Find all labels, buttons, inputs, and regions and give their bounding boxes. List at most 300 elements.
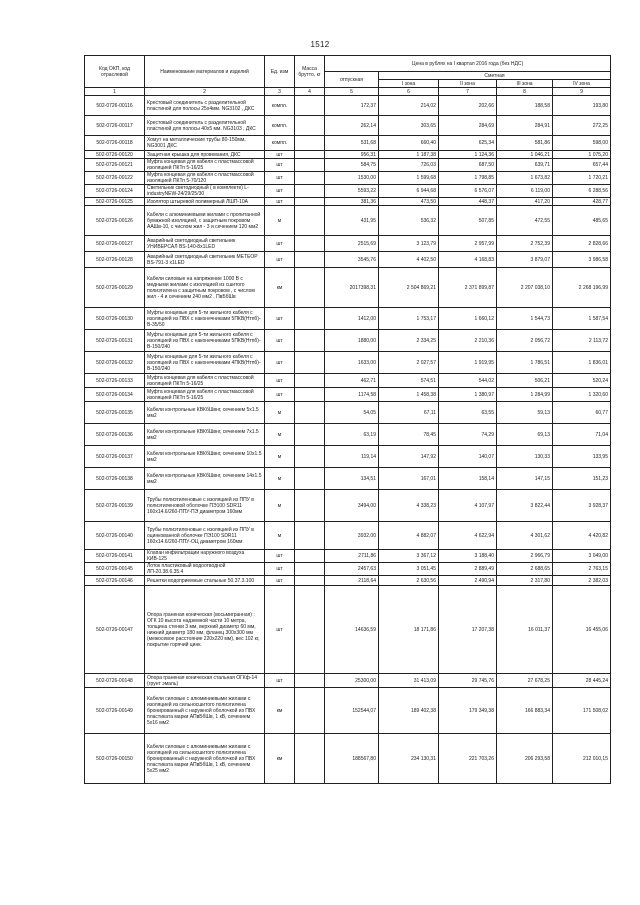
row-price-zone-3: 147,15 (497, 468, 553, 490)
row-unit: компл. (265, 96, 295, 116)
row-mass (295, 402, 325, 424)
row-price-release: 119,14 (325, 446, 379, 468)
row-price-zone-4: 1 720,21 (553, 172, 611, 185)
row-name: Кабели силовые с алюминиевыми жилами с изоляцией из сильносшитого полиэтилена бронированный с наружной оболочкой из ПВХ пластиката марки АПвБбШв, 1 кВ, сечением 5х25 мм2 (145, 734, 265, 784)
row-code: 502-0726-00138 (85, 468, 145, 490)
row-price-zone-2: 625,34 (439, 136, 497, 151)
row-name: Кабели силовые на напряжение 1000 В с медными жилами с изоляцией из сшитого полиэтилена с защитным покровом , с числом жил - 4 и сечением 240 мм2 . ПвБбШв (145, 268, 265, 308)
row-price-zone-3: 2 207 038,10 (497, 268, 553, 308)
row-mass (295, 522, 325, 550)
row-mass (295, 490, 325, 522)
row-unit: шт (265, 236, 295, 252)
row-price-zone-1: 473,50 (379, 198, 439, 206)
row-unit: м (265, 522, 295, 550)
row-price-zone-1: 3 367,12 (379, 550, 439, 563)
row-price-zone-2: 2 371 899,87 (439, 268, 497, 308)
table-body (85, 96, 611, 784)
row-name: Лоток пластиковый водоотводной ЛП-20.38.6.35.4 (145, 563, 265, 576)
row-name: Кабели контрольные КВКбШвнг, сечением 5x1.5 мм2 (145, 402, 265, 424)
table-row (85, 576, 611, 586)
row-unit: шт (265, 352, 295, 374)
row-price-zone-4: 428,77 (553, 198, 611, 206)
row-price-release: 462,71 (325, 374, 379, 388)
column-number: 5 (325, 88, 379, 96)
row-price-release: 54,05 (325, 402, 379, 424)
row-mass (295, 388, 325, 402)
row-code: 502-0726-00136 (85, 424, 145, 446)
row-price-release: 381,36 (325, 198, 379, 206)
table-row (85, 172, 611, 185)
row-price-zone-1: 660,40 (379, 136, 439, 151)
row-price-zone-3: 2 688,65 (497, 563, 553, 576)
table-row (85, 674, 611, 688)
row-price-zone-1: 67,11 (379, 402, 439, 424)
table-row (85, 402, 611, 424)
row-price-zone-3: 3 879,07 (497, 252, 553, 268)
row-price-zone-1: 3 051,45 (379, 563, 439, 576)
row-price-zone-1: 1 187,38 (379, 151, 439, 159)
row-name: Муфты концевые для 5-ти жильного кабеля с изоляцией из ПВХ с наконечниками 4ПКВ(Нтпб)-В-150/240 (145, 352, 265, 374)
row-price-zone-2: 4 107,97 (439, 490, 497, 522)
row-code: 502-0726-00141 (85, 550, 145, 563)
table-row (85, 490, 611, 522)
row-name: Трубы полиэтиленовые с изоляцией из ППУ в оцинкованной оболочке ПЭ100 SDR11 160x14.6/260-ППУ-ОЦ диаметром 160мм (145, 522, 265, 550)
row-price-zone-2: 2 210,36 (439, 330, 497, 352)
row-mass (295, 151, 325, 159)
row-code: 502-0726-00149 (85, 688, 145, 734)
header-estimate-price: Сметная (379, 72, 611, 80)
row-price-zone-1: 147,92 (379, 446, 439, 468)
row-price-zone-4: 2 828,66 (553, 236, 611, 252)
row-code: 502-0726-00126 (85, 206, 145, 236)
row-price-zone-4: 171 508,02 (553, 688, 611, 734)
row-price-zone-1: 1 753,17 (379, 308, 439, 330)
row-code: 502-0726-00128 (85, 252, 145, 268)
row-price-zone-2: 2 889,49 (439, 563, 497, 576)
table-row (85, 308, 611, 330)
row-price-zone-3: 4 301,62 (497, 522, 553, 550)
row-price-zone-4: 60,77 (553, 402, 611, 424)
row-price-zone-1: 303,65 (379, 116, 439, 136)
table-row (85, 522, 611, 550)
row-price-release: 1412,00 (325, 308, 379, 330)
row-price-release: 3545,76 (325, 252, 379, 268)
row-name: Крестовый соединитель с разделительной пластиной для полосы 25х4мм. NG3102 , ДКС (145, 96, 265, 116)
row-mass (295, 688, 325, 734)
row-price-zone-4: 1 587,54 (553, 308, 611, 330)
row-price-zone-4: 598,00 (553, 136, 611, 151)
row-mass (295, 268, 325, 308)
row-name: Аварийный светодиодный светильник УНИВЕРСАЛ BS-140-8x1LED (145, 236, 265, 252)
row-price-zone-1: 2 504 869,21 (379, 268, 439, 308)
row-code: 502-0726-00140 (85, 522, 145, 550)
row-price-zone-3: 69,13 (497, 424, 553, 446)
row-code: 502-0726-00139 (85, 490, 145, 522)
row-name: Решетки водоприемные стальные 50.37.3.100 (145, 576, 265, 586)
row-price-zone-2: 202,66 (439, 96, 497, 116)
row-name: Аварийный светодиодный светильник МЕТЕОР BS-791-3 x1LED (145, 252, 265, 268)
row-mass (295, 586, 325, 674)
table-row (85, 268, 611, 308)
row-name: Кабели с алюминиевыми жилами с пропитанной бумажной изоляцией, с защитным покровом ААШв-10, с числом жил - 3 и сечением 120 мм2 (145, 206, 265, 236)
row-name: Кабели контрольные КВКбШвнг, сечением 10x1.5 мм2 (145, 446, 265, 468)
row-mass (295, 159, 325, 172)
row-price-zone-2: 221 703,26 (439, 734, 497, 784)
row-price-zone-2: 1 660,12 (439, 308, 497, 330)
table-row (85, 586, 611, 674)
row-price-zone-3: 2 966,79 (497, 550, 553, 563)
column-number: 9 (553, 88, 611, 96)
header-release-price: отпускная (325, 72, 379, 88)
row-unit: м (265, 490, 295, 522)
row-unit: шт (265, 374, 295, 388)
row-unit: м (265, 468, 295, 490)
row-unit: шт (265, 586, 295, 674)
table-row (85, 96, 611, 116)
row-price-zone-3: 284,91 (497, 116, 553, 136)
row-price-zone-2: 4 622,94 (439, 522, 497, 550)
row-unit: шт (265, 563, 295, 576)
row-unit: км (265, 734, 295, 784)
row-price-zone-3: 16 011,37 (497, 586, 553, 674)
row-price-zone-1: 2 630,56 (379, 576, 439, 586)
row-price-zone-4: 272,25 (553, 116, 611, 136)
row-code: 502-0726-00148 (85, 674, 145, 688)
header-unit: Ед. изм (265, 56, 295, 88)
row-unit: шт (265, 674, 295, 688)
row-price-zone-3: 188,58 (497, 96, 553, 116)
row-mass (295, 206, 325, 236)
row-mass (295, 252, 325, 268)
row-name: Муфта концевая для кабеля с пластмассовой изоляцией ПКТп 5-16/25 (145, 159, 265, 172)
row-unit: м (265, 424, 295, 446)
row-name: Защитная крышка для провевания, ДКС (145, 151, 265, 159)
row-mass (295, 236, 325, 252)
column-number: 6 (379, 88, 439, 96)
row-price-zone-2: 687,50 (439, 159, 497, 172)
header-zone-4: IV зона (553, 80, 611, 88)
row-price-zone-4: 151,23 (553, 468, 611, 490)
header-mass: Масса брутто, кг (295, 56, 325, 88)
row-price-zone-4: 2 382,03 (553, 576, 611, 586)
table-row (85, 388, 611, 402)
row-code: 502-0726-00147 (85, 586, 145, 674)
row-price-release: 63,19 (325, 424, 379, 446)
table-row (85, 116, 611, 136)
row-price-zone-1: 234 130,31 (379, 734, 439, 784)
row-unit: шт (265, 576, 295, 586)
row-price-zone-4: 2 763,15 (553, 563, 611, 576)
row-mass (295, 576, 325, 586)
row-mass (295, 308, 325, 330)
row-price-zone-2: 6 576,07 (439, 185, 497, 198)
column-number: 1 (85, 88, 145, 96)
row-price-zone-4: 485,65 (553, 206, 611, 236)
row-price-release: 152544,07 (325, 688, 379, 734)
row-price-zone-1: 4 338,23 (379, 490, 439, 522)
header-code: Код ОКП, код отраслевой (85, 56, 145, 88)
row-mass (295, 198, 325, 206)
row-name: Кабели силовые с алюминиевыми жилами с изоляцией из сильносшитого полиэтилена бронированный с наружной оболочкой из ПВХ пластиката марки АПвБбШв, 1 кВ, сечением 5х16 мм2 (145, 688, 265, 734)
table-row (85, 252, 611, 268)
row-price-zone-4: 3 928,37 (553, 490, 611, 522)
row-code: 502-0726-00124 (85, 185, 145, 198)
table-row (85, 446, 611, 468)
row-code: 502-0726-00137 (85, 446, 145, 468)
row-price-zone-3: 1 786,51 (497, 352, 553, 374)
row-price-zone-4: 4 420,82 (553, 522, 611, 550)
row-price-zone-2: 1 124,36 (439, 151, 497, 159)
row-price-zone-1: 31 413,09 (379, 674, 439, 688)
row-name: Крестовый соединитель с разделительной пластиной для полосы 40х5 мм. NG3103 , ДКС (145, 116, 265, 136)
row-price-zone-3: 581,86 (497, 136, 553, 151)
row-price-zone-3: 1 284,99 (497, 388, 553, 402)
row-price-zone-1: 6 944,68 (379, 185, 439, 198)
row-unit: компл. (265, 116, 295, 136)
row-mass (295, 185, 325, 198)
row-price-zone-2: 448,37 (439, 198, 497, 206)
row-price-zone-2: 158,14 (439, 468, 497, 490)
row-price-release: 2711,86 (325, 550, 379, 563)
row-code: 502-0726-00132 (85, 352, 145, 374)
row-price-zone-3: 3 822,44 (497, 490, 553, 522)
row-mass (295, 674, 325, 688)
table-row (85, 424, 611, 446)
row-price-release: 5593,22 (325, 185, 379, 198)
row-unit: шт (265, 151, 295, 159)
row-price-release: 188567,80 (325, 734, 379, 784)
row-price-zone-2: 63,55 (439, 402, 497, 424)
row-price-zone-4: 71,04 (553, 424, 611, 446)
row-unit: шт (265, 159, 295, 172)
row-name: Клапан инфильтрации наружного воздуха КИВ-125 (145, 550, 265, 563)
row-price-release: 3494,00 (325, 490, 379, 522)
row-code: 502-0726-00150 (85, 734, 145, 784)
row-price-zone-3: 1 673,82 (497, 172, 553, 185)
row-code: 502-0726-00133 (85, 374, 145, 388)
row-price-zone-4: 212 010,15 (553, 734, 611, 784)
row-price-zone-3: 2 056,72 (497, 330, 553, 352)
row-price-release: 3932,00 (325, 522, 379, 550)
row-mass (295, 734, 325, 784)
row-code: 502-0726-00145 (85, 563, 145, 576)
row-mass (295, 468, 325, 490)
row-unit: шт (265, 172, 295, 185)
row-price-zone-1: 4 882,07 (379, 522, 439, 550)
row-mass (295, 374, 325, 388)
row-price-zone-4: 193,80 (553, 96, 611, 116)
row-price-release: 531,68 (325, 136, 379, 151)
row-price-zone-2: 507,85 (439, 206, 497, 236)
row-price-zone-3: 1 046,21 (497, 151, 553, 159)
row-name: Муфты концевые для 5-ти жильного кабеля с изоляцией из ПВХ с наконечниками 5ПКВ(Нтпб)-В-35/50 (145, 308, 265, 330)
row-price-zone-2: 17 207,38 (439, 586, 497, 674)
row-price-zone-3: 59,13 (497, 402, 553, 424)
row-price-zone-1: 189 402,38 (379, 688, 439, 734)
row-price-release: 1880,00 (325, 330, 379, 352)
row-price-zone-1: 1 458,38 (379, 388, 439, 402)
row-price-zone-2: 3 188,40 (439, 550, 497, 563)
row-price-zone-1: 18 171,86 (379, 586, 439, 674)
row-unit: м (265, 402, 295, 424)
row-price-zone-3: 166 883,34 (497, 688, 553, 734)
table-row (85, 352, 611, 374)
row-mass (295, 550, 325, 563)
row-price-release: 1530,00 (325, 172, 379, 185)
row-name: Опора граненая коническая (восьмигранная) : ОГК 10 высота надземной части 10 метра, толщина стенки 3 мм, верхний диаметр 60 мм, нижний диаметр 180 мм, фланец 300х300 мм (межосевое расстояние 220х220 мм), вес 102 кг, покрытие горячий цинк. (145, 586, 265, 674)
row-price-release: 134,51 (325, 468, 379, 490)
page-number: 1512 (310, 40, 330, 49)
row-price-release: 262,14 (325, 116, 379, 136)
table-row (85, 198, 611, 206)
row-price-zone-3: 472,55 (497, 206, 553, 236)
row-price-zone-4: 520,24 (553, 374, 611, 388)
row-price-release: 1174,58 (325, 388, 379, 402)
row-mass (295, 330, 325, 352)
row-price-zone-4: 3 986,58 (553, 252, 611, 268)
row-price-zone-4: 16 455,06 (553, 586, 611, 674)
row-unit: шт (265, 330, 295, 352)
row-name: Кабели контрольные КВКбШвнг, сечением 7x1.5 мм2 (145, 424, 265, 446)
row-code: 502-0726-00127 (85, 236, 145, 252)
row-price-zone-3: 417,20 (497, 198, 553, 206)
row-price-zone-4: 1 320,60 (553, 388, 611, 402)
table-row (85, 468, 611, 490)
row-price-release: 2017398,31 (325, 268, 379, 308)
row-price-zone-4: 28 445,24 (553, 674, 611, 688)
row-price-release: 1633,00 (325, 352, 379, 374)
row-code: 502-0726-00117 (85, 116, 145, 136)
row-price-zone-2: 140,07 (439, 446, 497, 468)
row-price-zone-3: 206 293,58 (497, 734, 553, 784)
row-unit: шт (265, 388, 295, 402)
row-price-release: 2118,64 (325, 576, 379, 586)
row-price-release: 431,95 (325, 206, 379, 236)
row-price-zone-4: 133,95 (553, 446, 611, 468)
row-price-zone-1: 2 334,25 (379, 330, 439, 352)
row-unit: шт (265, 185, 295, 198)
row-mass (295, 116, 325, 136)
table-row (85, 563, 611, 576)
row-code: 502-0726-00130 (85, 308, 145, 330)
row-price-release: 14636,59 (325, 586, 379, 674)
row-name: Трубы полиэтиленовые с изоляцией из ППУ в полиэтиленовой оболочке ПЭ100 SDR11 160x14.6/260-ППУ-ПЭ диаметром 160мм (145, 490, 265, 522)
row-price-zone-2: 1 919,95 (439, 352, 497, 374)
row-price-zone-3: 506,21 (497, 374, 553, 388)
row-name: Муфта концевая для кабеля с пластмассовой изоляцией ПКТп 5-16/25 (145, 388, 265, 402)
row-price-zone-2: 4 168,83 (439, 252, 497, 268)
row-price-zone-1: 574,51 (379, 374, 439, 388)
table-row (85, 330, 611, 352)
row-price-zone-1: 726,03 (379, 159, 439, 172)
row-price-zone-2: 1 380,97 (439, 388, 497, 402)
row-unit: компл. (265, 136, 295, 151)
row-code: 502-0726-00122 (85, 172, 145, 185)
row-mass (295, 446, 325, 468)
row-unit: шт (265, 252, 295, 268)
row-price-zone-4: 657,44 (553, 159, 611, 172)
header-zone-3: III зона (497, 80, 553, 88)
row-price-zone-3: 639,71 (497, 159, 553, 172)
row-name: Муфты концевые для 5-ти жильного кабеля с изоляцией из ПВХ с наконечниками 5ПКВ(Нтпб)-В-150/240 (145, 330, 265, 352)
row-unit: км (265, 688, 295, 734)
table-row (85, 236, 611, 252)
table-row (85, 734, 611, 784)
header-zone-2: II зона (439, 80, 497, 88)
row-price-zone-3: 27 678,25 (497, 674, 553, 688)
row-price-zone-1: 214,02 (379, 96, 439, 116)
row-unit: шт (265, 198, 295, 206)
row-mass (295, 136, 325, 151)
row-price-zone-3: 1 544,73 (497, 308, 553, 330)
row-mass (295, 172, 325, 185)
row-price-release: 25300,00 (325, 674, 379, 688)
table-row (85, 185, 611, 198)
table-row (85, 374, 611, 388)
row-code: 502-0726-00134 (85, 388, 145, 402)
row-price-release: 584,75 (325, 159, 379, 172)
row-price-zone-4: 1 075,20 (553, 151, 611, 159)
row-price-zone-2: 284,69 (439, 116, 497, 136)
table-row (85, 688, 611, 734)
row-price-zone-4: 6 288,56 (553, 185, 611, 198)
row-code: 502-0726-00125 (85, 198, 145, 206)
row-name: Изолятор штыревой полимерный ЛШП-10А (145, 198, 265, 206)
row-name: Опора граненая коническая стальная ОГКф-14 (грунт эмаль) (145, 674, 265, 688)
table-row (85, 550, 611, 563)
row-code: 502-0726-00135 (85, 402, 145, 424)
header-name: Наименование материалов и изделий (145, 56, 265, 88)
row-price-zone-3: 6 119,00 (497, 185, 553, 198)
row-mass (295, 563, 325, 576)
column-number: 8 (497, 88, 553, 96)
row-price-zone-2: 74,29 (439, 424, 497, 446)
row-price-zone-2: 2 957,99 (439, 236, 497, 252)
row-price-release: 2457,63 (325, 563, 379, 576)
row-name: Светильник светодиодный ( в комплекте) L-industryNEW-24/29/25/30 (145, 185, 265, 198)
header-price-title: Цена в рублях на I квартал 2016 года (без НДС) (325, 56, 611, 72)
row-price-zone-1: 4 402,50 (379, 252, 439, 268)
row-code: 502-0726-00116 (85, 96, 145, 116)
row-price-zone-3: 2 317,80 (497, 576, 553, 586)
row-code: 502-0726-00129 (85, 268, 145, 308)
header-zone-1: I зона (379, 80, 439, 88)
row-name: Муфта концевая для кабеля с пластмассовой изоляцией ПКТп 5-70/120 (145, 172, 265, 185)
row-name: Кабели контрольные КВКбШвнг, сечением 14x1.5 мм2 (145, 468, 265, 490)
row-price-zone-2: 29 745,76 (439, 674, 497, 688)
row-price-zone-4: 3 049,00 (553, 550, 611, 563)
column-number: 7 (439, 88, 497, 96)
row-code: 502-0726-00131 (85, 330, 145, 352)
row-price-zone-2: 179 349,38 (439, 688, 497, 734)
row-price-zone-4: 1 836,01 (553, 352, 611, 374)
row-price-zone-2: 2 490,94 (439, 576, 497, 586)
row-price-zone-1: 536,32 (379, 206, 439, 236)
row-unit: шт (265, 308, 295, 330)
row-price-release: 2515,69 (325, 236, 379, 252)
column-number: 3 (265, 88, 295, 96)
row-unit: м (265, 446, 295, 468)
row-unit: шт (265, 550, 295, 563)
row-unit: км (265, 268, 295, 308)
table-row (85, 151, 611, 159)
row-mass (295, 352, 325, 374)
row-code: 502-0726-00146 (85, 576, 145, 586)
column-number: 4 (295, 88, 325, 96)
row-price-zone-1: 78,45 (379, 424, 439, 446)
table-row (85, 136, 611, 151)
column-number: 2 (145, 88, 265, 96)
